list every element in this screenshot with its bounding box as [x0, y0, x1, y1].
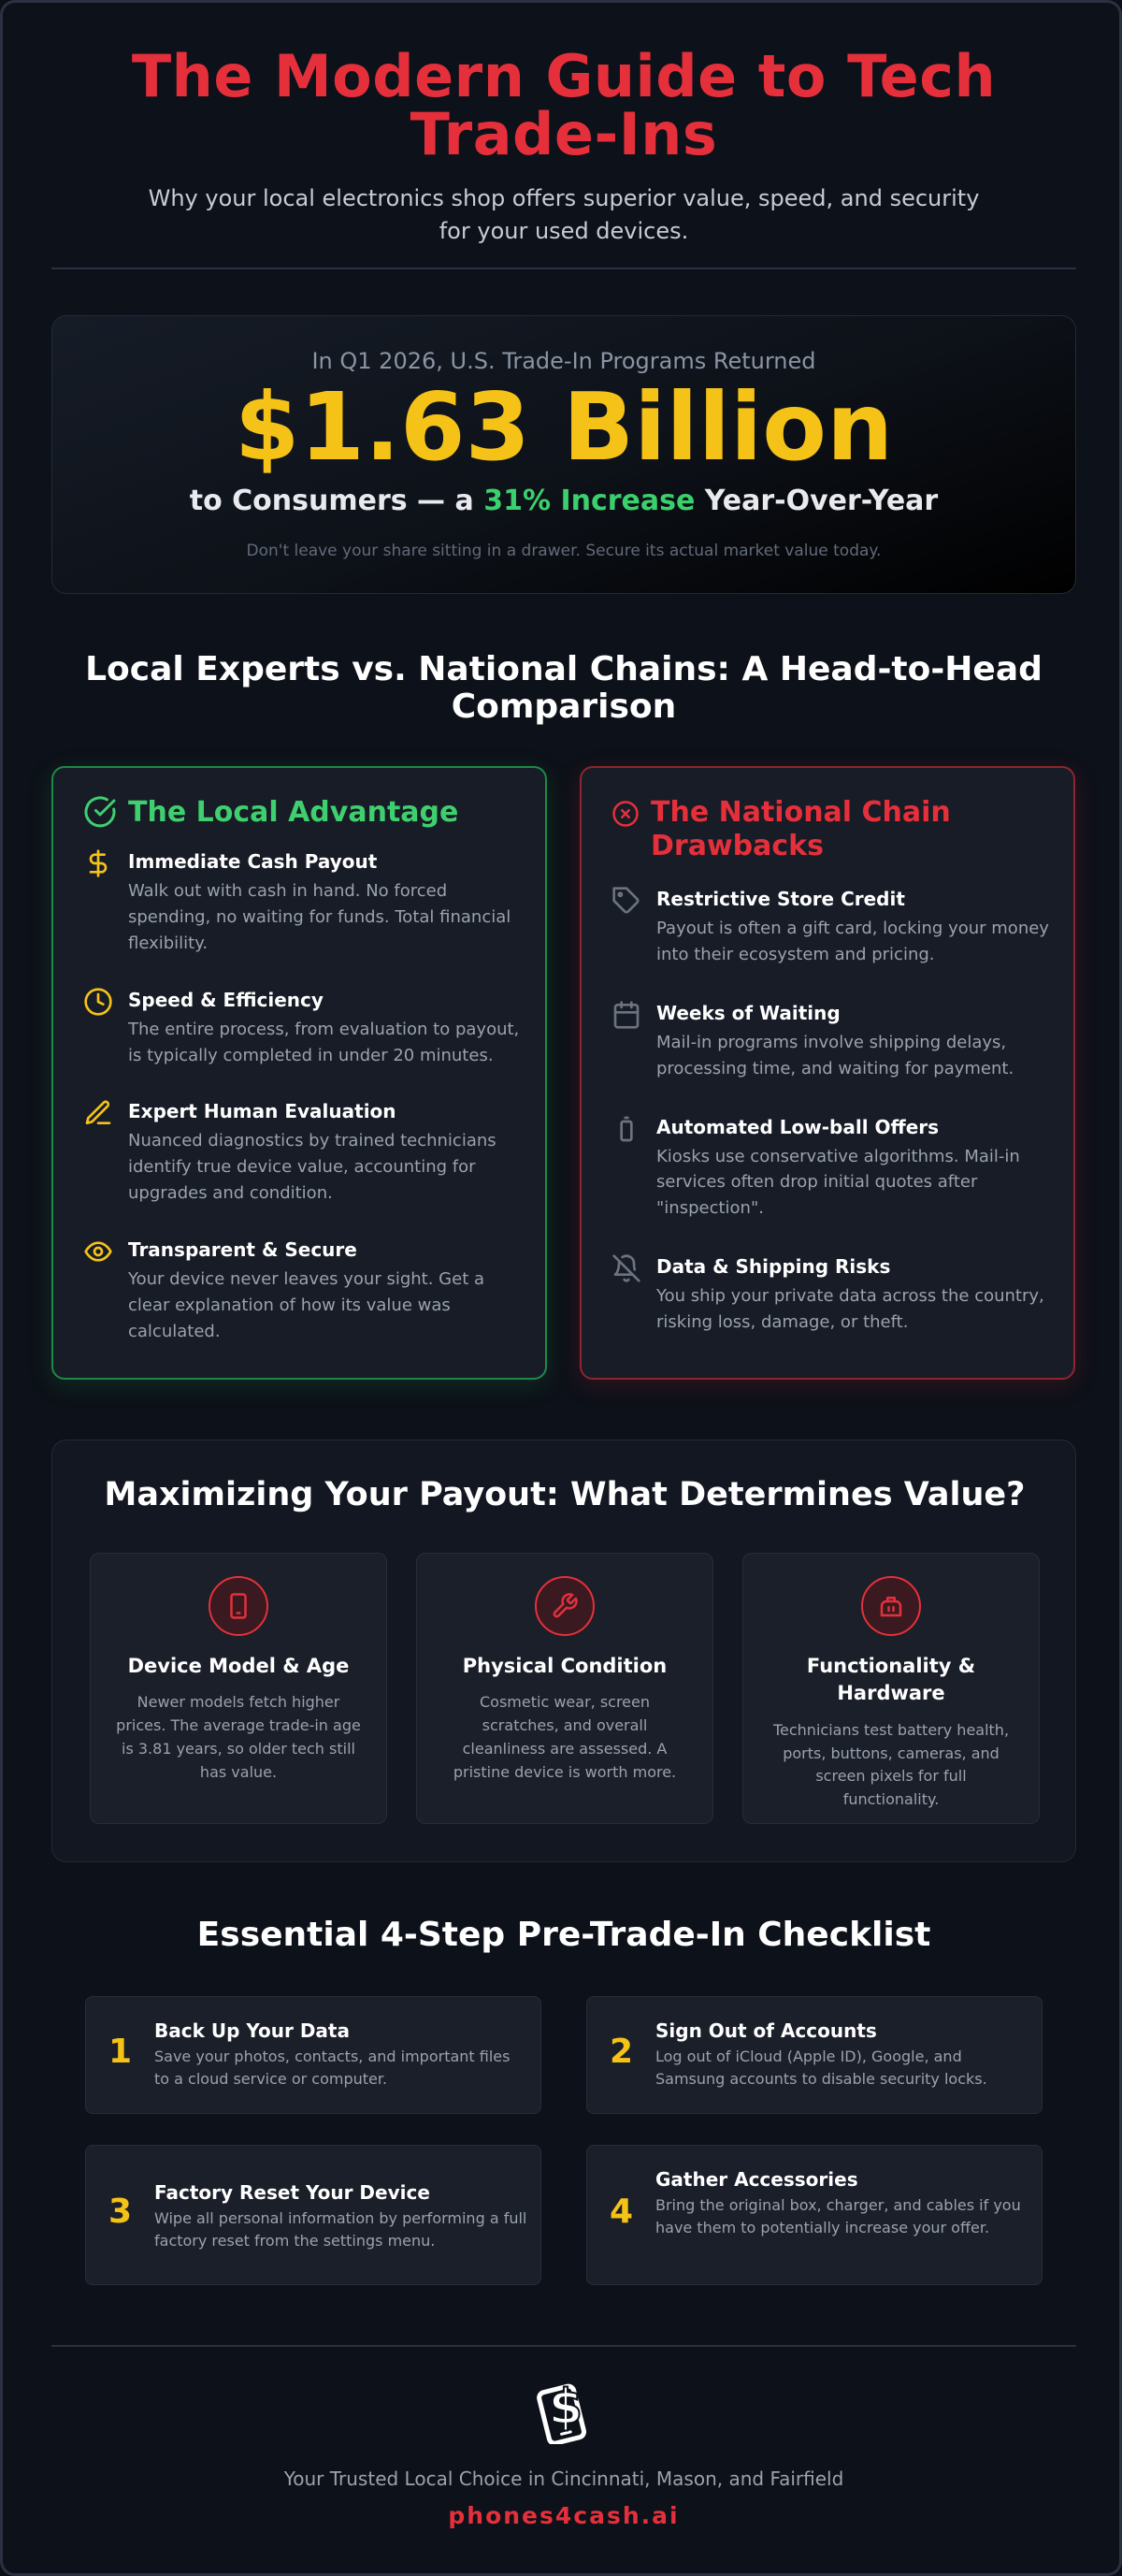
item-description: Mail-in programs involve shipping delays, processing time, and waiting for payment. — [656, 1032, 1014, 1078]
local-advantage-title: The Local Advantage — [128, 796, 459, 829]
stat-line-prefix: to Consumers — a — [189, 485, 484, 517]
value-card-icon-circle — [535, 1576, 595, 1636]
national-chain-heading — [611, 796, 1043, 863]
local-advantage-card — [51, 766, 547, 1380]
item-title: Weeks of Waiting — [656, 1001, 841, 1024]
page-subtitle: Why your local electronics shop offers superior value, speed, and security for your used devices. — [148, 185, 980, 244]
national-chain-card — [580, 766, 1075, 1380]
value-card-description: Cosmetic wear, screen scratches, and overall cleanliness are assessed. A pristine device is worth more. — [453, 1693, 677, 1781]
local-advantage-list — [83, 850, 523, 1377]
svg-text:$: $ — [548, 2380, 583, 2436]
step-number: 4 — [610, 2192, 634, 2231]
list-item — [611, 1116, 1051, 1223]
step-description: Log out of iCloud (Apple ID), Google, and Samsung accounts to disable security locks. — [655, 2048, 987, 2088]
footer-tagline: Your Trusted Local Choice in Cincinnati, Mason, and Fairfield — [283, 2467, 844, 2490]
value-card-description: Technicians test battery health, ports, buttons, cameras, and screen pixels for full functionality. — [772, 1720, 1010, 1809]
value-factors-panel — [51, 1440, 1076, 1862]
step-title: Gather Accessories — [655, 2168, 858, 2191]
national-chain-title: The National Chain Drawbacks — [651, 796, 951, 862]
list-item — [83, 1100, 523, 1207]
item-title: Restrictive Store Credit — [656, 888, 905, 910]
step-number: 1 — [108, 2033, 133, 2071]
value-card-title: Physical Condition — [462, 1655, 668, 1677]
stat-line-suffix: Year-Over-Year — [695, 485, 939, 517]
step-description: Wipe all personal information by performing a full factory reset from the settings menu. — [154, 2209, 527, 2250]
battery-icon — [611, 1114, 641, 1144]
value-card-physical-condition — [416, 1553, 713, 1824]
checklist-step — [85, 2145, 541, 2285]
step-number: 3 — [108, 2192, 133, 2231]
page-title: The Modern Guide to Tech Trade-Ins — [131, 42, 997, 168]
tag-icon — [611, 886, 641, 916]
value-card-icon-circle — [861, 1576, 921, 1636]
comparison-title: Local Experts vs. National Chains: A Head-to-Head Comparison — [85, 650, 1043, 726]
stat-kicker: In Q1 2026, U.S. Trade-In Programs Returned — [311, 348, 816, 374]
footer-url-link[interactable]: phones4cash.ai — [448, 2502, 680, 2529]
local-advantage-heading — [83, 796, 458, 830]
item-title: Expert Human Evaluation — [128, 1100, 396, 1123]
stat-note: Don't leave your share sitting in a drawer. Secure its actual market value today. — [246, 542, 882, 560]
value-card-description: Newer models fetch higher prices. The average trade-in age is 3.81 years, so older tech still has value. — [116, 1693, 361, 1781]
item-description: The entire process, from evaluation to payout, is typically completed in under 20 minutes. — [128, 1019, 520, 1065]
eye-icon — [83, 1237, 113, 1266]
wrench-icon — [551, 1592, 579, 1620]
value-factors-title: Maximizing Your Payout: What Determines Value? — [104, 1476, 1026, 1513]
header-divider — [51, 268, 1076, 269]
stat-amount: $1.63 Billion — [234, 372, 894, 482]
step-number: 2 — [610, 2033, 634, 2071]
checklist-step — [85, 1996, 541, 2114]
step-description: Save your photos, contacts, and important files to a cloud service or computer. — [154, 2048, 511, 2088]
step-title: Back Up Your Data — [154, 2019, 350, 2042]
value-card-icon-circle — [209, 1576, 268, 1636]
stat-line — [52, 485, 1075, 517]
list-item — [83, 1238, 523, 1345]
item-description: Your device never leaves your sight. Get a clear explanation of how its value was calculated. — [128, 1269, 484, 1341]
step-title: Sign Out of Accounts — [655, 2019, 877, 2042]
stat-line-highlight: 31% Increase — [483, 485, 696, 517]
list-item — [611, 1255, 1051, 1336]
clock-icon — [83, 987, 113, 1017]
smartphone-icon — [224, 1592, 252, 1620]
dollar-icon — [83, 848, 113, 878]
stat-card — [51, 315, 1076, 594]
item-title: Transparent & Secure — [128, 1238, 357, 1262]
phone-dollar-logo-icon — [534, 2377, 594, 2444]
step-description: Bring the original box, charger, and cables if you have them to potentially increase your offer. — [655, 2196, 1021, 2236]
item-title: Speed & Efficiency — [128, 988, 324, 1011]
checklist-step — [586, 1996, 1043, 2114]
value-card-title: Functionality & Hardware — [806, 1655, 976, 1705]
item-description: Kiosks use conservative algorithms. Mail-in services often drop initial quotes after "inspection". — [656, 1146, 1020, 1219]
list-item — [83, 989, 523, 1069]
item-description: Payout is often a gift card, locking your money into their ecosystem and pricing. — [656, 919, 1049, 964]
list-item — [83, 850, 523, 957]
national-chain-list — [611, 888, 1051, 1369]
value-card-functionality — [742, 1553, 1040, 1824]
list-item — [611, 1002, 1051, 1082]
bell-off-icon — [611, 1253, 641, 1283]
checklist-step — [586, 2145, 1043, 2285]
item-title: Immediate Cash Payout — [128, 850, 378, 873]
check-circle-icon — [83, 795, 117, 829]
value-card-title: Device Model & Age — [127, 1655, 350, 1677]
item-description: Walk out with cash in hand. No forced spending, no waiting for funds. Total financial flexibility. — [128, 881, 511, 953]
item-title: Data & Shipping Risks — [656, 1255, 891, 1279]
x-circle-icon — [611, 800, 640, 828]
item-title: Automated Low-ball Offers — [656, 1115, 940, 1138]
calendar-icon — [611, 1000, 641, 1030]
value-card-device-model — [90, 1553, 387, 1824]
header — [50, 42, 1078, 248]
item-description: You ship your private data across the country, risking loss, damage, or theft. — [656, 1286, 1044, 1333]
chip-icon — [877, 1592, 905, 1620]
list-item — [611, 888, 1051, 968]
checklist-title: Essential 4-Step Pre-Trade-In Checklist — [196, 1916, 931, 1954]
pencil-icon — [83, 1098, 113, 1128]
item-description: Nuanced diagnostics by trained technicians identify true device value, accounting for upgrades and condition. — [128, 1131, 496, 1204]
step-title: Factory Reset Your Device — [154, 2181, 430, 2204]
footer-divider — [51, 2345, 1076, 2347]
